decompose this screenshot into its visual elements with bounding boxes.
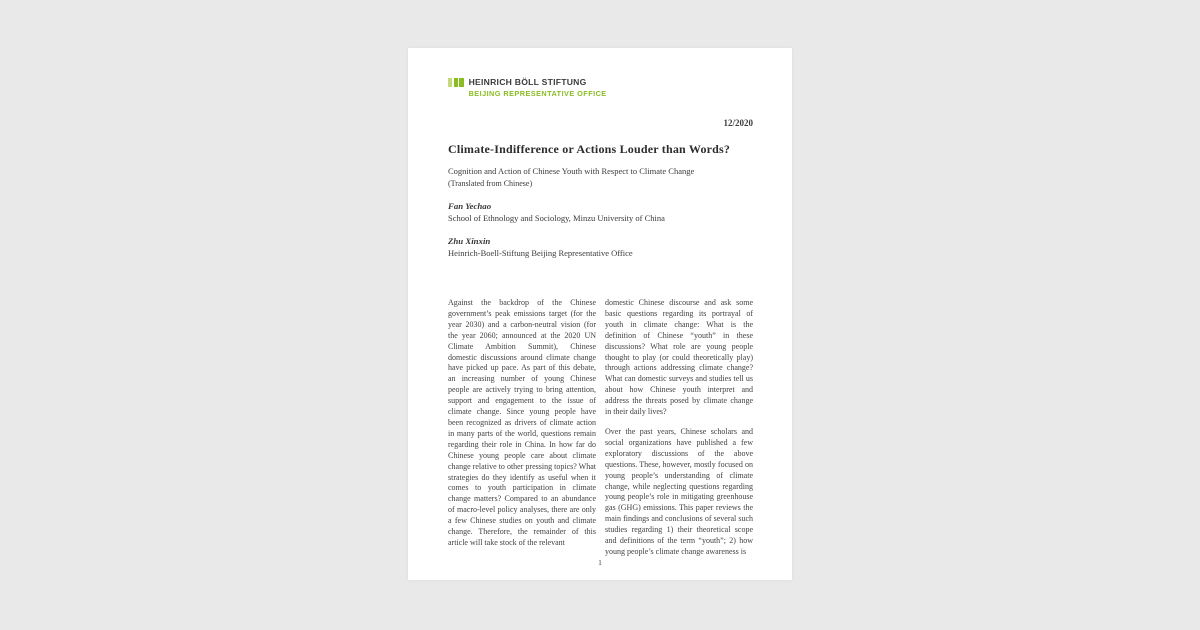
author-affiliation: School of Ethnology and Sociology, Minzu University of China <box>448 213 665 223</box>
org-logo <box>448 77 753 98</box>
office-name: BEIJING REPRESENTATIVE OFFICE <box>468 89 607 98</box>
page-number: 1 <box>598 558 602 567</box>
translation-note: (Translated from Chinese) <box>448 179 533 188</box>
page-content <box>408 48 792 580</box>
org-name: HEINRICH BÖLL STIFTUNG <box>468 77 587 87</box>
paper-title: Climate-Indifference or Actions Louder than Words? <box>448 142 731 156</box>
logo-bar-icon <box>448 78 452 87</box>
body-column-2 <box>605 298 753 558</box>
paragraph: Against the backdrop of the Chinese government’s peak emissions target (for the year 2030) and a carbon-neutral vision (for the year 2060; announced at the 2020 UN Climate Ambition Summit), Chinese domestic discussions around climate change have picked up pace. As part of this debate, an increasing number of young Chinese people are actively trying to bring attention, support and engagement to the issue of climate change. Since young people have been recognized as drivers of climate action in many parts of the world, questions remain regarding their role in China. In how far do Chinese young people care about climate change relative to other pressing topics? What strategies do they identify as useful when it comes to youth participation in climate change matters? Compared to an abundance of macro-level policy analyses, there are only a few Chinese studies on youth and climate change. Therefore, the remainder of this article will take stock of the relevant <box>448 298 596 547</box>
logo-bars-icon <box>448 78 464 87</box>
body-text <box>448 298 753 558</box>
author-name: Fan Yechao <box>448 201 492 211</box>
paper-subtitle: Cognition and Action of Chinese Youth with Respect to Climate Change <box>448 166 695 176</box>
author-block <box>448 201 753 259</box>
issue-date: 12/2020 <box>723 118 753 128</box>
paragraph: domestic Chinese discourse and ask some basic questions regarding its portrayal of youth in climate change: What is the definition of Chinese “youth” in these discussions? What role are young people thought to play (or could theoretically play) through actions addressing climate change? What can domestic surveys and studies tell us about how Chinese youth interpret and address the threats posed by climate change in their daily lives? <box>605 298 753 417</box>
logo-bar-icon <box>454 78 458 87</box>
author-name: Zhu Xinxin <box>448 236 491 246</box>
logo-text <box>469 77 607 98</box>
author-affiliation: Heinrich-Boell-Stiftung Beijing Representative Office <box>448 248 633 258</box>
body-column-1 <box>448 298 596 558</box>
logo-bar-icon <box>459 78 463 87</box>
paragraph: Over the past years, Chinese scholars and social organizations have published a few exploratory discussions of the above questions. These, however, mostly focused on young people’s understanding of climate change, while neglecting questions regarding young people’s role in mitigating greenhouse gas (GHG) emissions. This paper reviews the main findings and conclusions of several such studies regarding 1) their theoretical scope and definitions of the term “youth”; 2) how young people’s climate change awareness is <box>605 426 753 556</box>
document-page <box>408 48 792 580</box>
